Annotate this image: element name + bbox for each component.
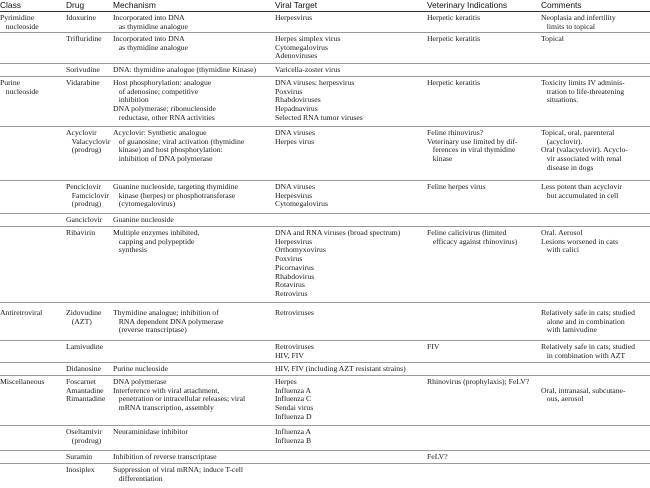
cell-drug: Vidarabine xyxy=(66,78,100,87)
cell-vet: Herpetic keratitis xyxy=(427,78,481,87)
cell-comments: Less potent than acyclovir but accumulated in cell xyxy=(541,182,622,200)
cell-mechanism: Purine nucleoside xyxy=(113,364,168,373)
cell-target: DNA viruses: herpesvirus Poxvirus Rhabdoviruses Hepadnavirus Selected RNA tumor viruses xyxy=(275,78,363,122)
cell-target: HIV, FIV (including AZT resistant strains) xyxy=(275,364,406,373)
cell-target: Retroviruses HIV, FIV xyxy=(275,342,314,360)
cell-mechanism: Host phosphorylation: analogue of adenosine; competitive inhibition DNA polymerase; ribonucleoside reductase, other RNA activities xyxy=(113,78,216,122)
cell-vet: Herpetic keratitis xyxy=(427,13,481,22)
cell-class: Miscellaneous xyxy=(0,377,45,386)
header-viral-target: Viral Target xyxy=(275,0,318,10)
row-divider xyxy=(0,463,650,464)
cell-target: Herpes simplex virus Cytomegalovirus Adenoviruses xyxy=(275,34,341,61)
cell-target: Herpesvirus xyxy=(275,13,313,22)
cell-comments: Topical xyxy=(541,34,564,43)
cell-drug: Suramin xyxy=(66,452,93,461)
cell-target: Influenza A Influenza B xyxy=(275,427,312,445)
header-rule xyxy=(0,11,650,12)
row-divider xyxy=(0,226,650,227)
cell-mechanism: Guanine nucleoside, targeting thymidine kinase (herpes) or phosphotransferase (cytomegalovirus) xyxy=(113,182,238,209)
cell-drug: Ribavirin xyxy=(66,228,96,237)
row-divider xyxy=(0,76,650,77)
row-divider xyxy=(0,362,650,363)
cell-target: DNA viruses Herpesvirus Cytomegalovirus xyxy=(275,182,328,209)
cell-drug: Lamivudine xyxy=(66,342,104,351)
header-mechanism: Mechanism xyxy=(113,0,156,10)
cell-mechanism: Incorporated into DNA as thymidine analogue xyxy=(113,34,188,52)
row-divider xyxy=(0,126,650,127)
cell-target: DNA and RNA viruses (broad spectrum) Herpesvirus Orthomyxovirus Poxvirus Picornavirus Rhabdovirus Rotavirus Retrovirus xyxy=(275,228,401,298)
cell-vet: FIV xyxy=(427,342,440,351)
cell-vet: Feline calicivirus (limited efficacy against rhinovirus) xyxy=(427,228,518,246)
cell-class: Antiretroviral xyxy=(0,308,43,317)
cell-comments: Neoplasia and infertility limits to topical xyxy=(541,13,616,31)
cell-comments: Oral, intranasal, subcutane- ous, aerosol xyxy=(541,385,626,404)
header-vet-indications: Veterinary Indications xyxy=(427,0,508,10)
cell-class: Purine nucleoside xyxy=(0,78,39,96)
cell-mechanism: Neuraminidase inhibitor xyxy=(113,427,188,436)
row-divider xyxy=(0,302,650,303)
cell-target: DNA viruses Herpes virus xyxy=(275,128,315,146)
header-class: Class xyxy=(0,0,21,10)
cell-vet: Rhinovirus (prophylaxis); FeLV? xyxy=(427,377,530,386)
cell-vet: FeLV? xyxy=(427,452,448,461)
cell-target: Herpes Influenza A Influenza C Sendai virus Influenza D xyxy=(275,377,314,421)
header-comments: Comments xyxy=(541,0,582,10)
cell-drug: Oseltamivir (prodrug) xyxy=(66,427,103,445)
cell-mechanism: Suppression of viral mRNA; induce T-cell differentiation xyxy=(113,465,244,483)
cell-target: Varicella-zoster virus xyxy=(275,65,341,74)
cell-drug: Penciclovir Famciclovir (prodrug) xyxy=(66,182,109,209)
cell-drug: Sorivudine xyxy=(66,65,100,74)
cell-comments: Oral. Aerosol Lesions worsened in cats with calici xyxy=(541,228,619,255)
cell-class: Pyrimidine nucleoside xyxy=(0,13,39,31)
cell-comments: Relatively safe in cats; studied alone and in combination with lamivudine xyxy=(541,308,635,335)
header-drug: Drug xyxy=(66,0,85,10)
cell-comments: Toxicity limits IV adminis- tration to life-threatening situations. xyxy=(541,78,625,105)
cell-mechanism: Thymidine analogue; inhibition of RNA dependent DNA polymerase (reverse transcriptase) xyxy=(113,308,224,335)
cell-drug: Idoxurine xyxy=(66,13,96,22)
cell-drug: Zidovudine (AZT) xyxy=(66,308,102,326)
cell-vet: Feline herpes virus xyxy=(427,182,486,191)
cell-drug: Trifluridine xyxy=(66,34,102,43)
cell-vet: Feline rhinovirus? Veterinary use limited by dif- ferences in viral thymidine kinase xyxy=(427,128,518,164)
cell-drug: Acyclovir Valacyclovir (prodrug) xyxy=(66,128,111,155)
row-divider xyxy=(0,32,650,33)
row-divider xyxy=(0,340,650,341)
cell-mechanism: Inhibition of reverse transcriptase xyxy=(113,452,217,461)
cell-mechanism: Multiple enzymes inhibited, capping and polypeptide synthesis xyxy=(113,228,200,255)
row-divider xyxy=(0,450,650,451)
cell-drug: Foscarnet Amantadine Rimantadine xyxy=(66,377,106,404)
row-divider xyxy=(0,63,650,64)
cell-drug: Inosiplex xyxy=(66,465,95,474)
cell-vet: Herpetic keratitis xyxy=(427,34,481,43)
cell-comments: Relatively safe in cats; studied in combination with AZT xyxy=(541,342,635,360)
cell-drug: Didanosine xyxy=(66,364,102,373)
cell-mechanism: DNA polymerase Interference with viral attachment, penetration or intracellular releases; viral mRNA transcription, assembly xyxy=(113,377,246,413)
cell-mechanism: Incorporated into DNA as thymidine analogue xyxy=(113,13,188,31)
cell-target: Retroviruses xyxy=(275,308,314,317)
cell-comments: Topical, oral, parenteral (acyclovir). Oral (valacyclovir). Acyclo- vir associated with renal disease in dogs xyxy=(541,128,628,172)
row-divider xyxy=(0,425,650,426)
cell-mechanism: Acyclovir: Synthetic analogue of guanosine; viral activation (thymidine kinase) and host phosphorylation: inhibition of DNA polymerase xyxy=(113,128,245,164)
cell-mechanism: Guanine nucleoside xyxy=(113,215,174,224)
row-divider xyxy=(0,213,650,214)
cell-drug: Ganciclovir xyxy=(66,215,103,224)
row-divider xyxy=(0,180,650,181)
row-divider xyxy=(0,375,650,376)
cell-mechanism: DNA: thymidine analogue (thymidine Kinase) xyxy=(113,65,257,74)
